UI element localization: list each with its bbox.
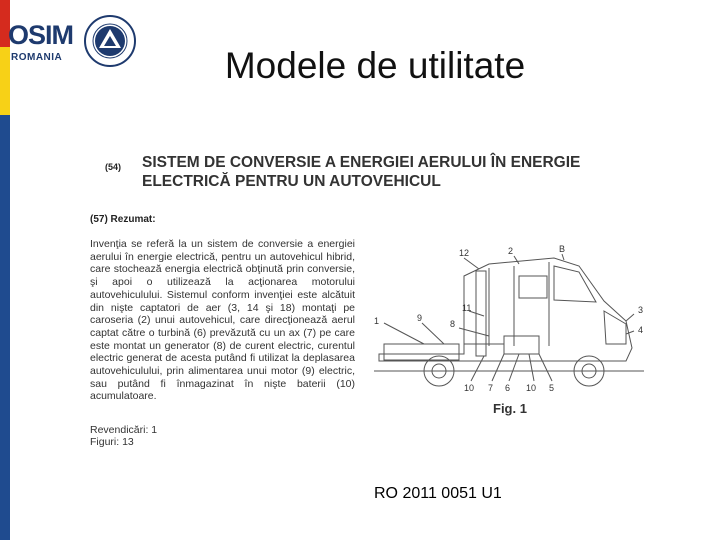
- figure-label-B: B: [559, 244, 566, 254]
- publication-number: RO 2011 0051 U1: [374, 485, 502, 502]
- figure-label-4: 4: [638, 325, 644, 335]
- figure-label-2: 2: [508, 246, 514, 256]
- slide-title: Modele de utilitate: [224, 45, 526, 86]
- claims-count: Revendicări: 1: [90, 424, 158, 436]
- logo-country: ROMANIA: [11, 52, 63, 63]
- figure-caption: Fig. 1: [493, 401, 527, 416]
- figure-label-11: 11: [462, 303, 472, 313]
- logo-wordmark: OSIM: [8, 20, 74, 50]
- figure-label-6: 6: [505, 383, 511, 393]
- title-code: (54): [105, 162, 122, 172]
- figure-label-7: 7: [488, 383, 494, 393]
- figure-label-1: 1: [374, 316, 380, 326]
- figure-label-10a: 10: [464, 383, 475, 393]
- figure-label-12: 12: [459, 248, 470, 258]
- figure-label-5: 5: [549, 383, 555, 393]
- abstract-text: Invenţia se referă la un sistem de conversie a energiei aerului în energie electrică, pentru un autovehicul hibrid, care stochează energia electrică obţinută prin conversie, şi apoi o utilizează la acţionarea motorului autovehiculului. Sistemul conform invenţiei este alcătuit din nişte captatori de aer (3, 14 şi 18) montaţi pe caroseria (2) unui autovehicul, care direcţionează aerul captat către o turbină (6) prevăzută cu un ax (7) pe care este montat un generator (8) de curent electric, curentul electric generat de acesta putând fi utilizat la deplasarea autovehiculului, prin alimentarea unui motor (9) electric, sau putând fi înmagazinat în nişte baterii (10) acumulatoare.: [90, 238, 355, 403]
- figure-label-3: 3: [638, 305, 644, 315]
- figure-label-9: 9: [417, 313, 423, 323]
- vehicle-drawing: [364, 236, 654, 421]
- figure-label-10b: 10: [526, 383, 537, 393]
- flag-stripe-blue: [0, 115, 10, 540]
- abstract-heading: (57) Rezumat:: [90, 214, 156, 225]
- figures-count: Figuri: 13: [90, 436, 134, 448]
- figure-label-8: 8: [450, 319, 456, 329]
- claims-info: [90, 424, 157, 448]
- document-title: SISTEM DE CONVERSIE A ENERGIEI AERULUI ÎN ENERGIE ELECTRICĂ PENTRU UN AUTOVEHICUL: [142, 154, 581, 190]
